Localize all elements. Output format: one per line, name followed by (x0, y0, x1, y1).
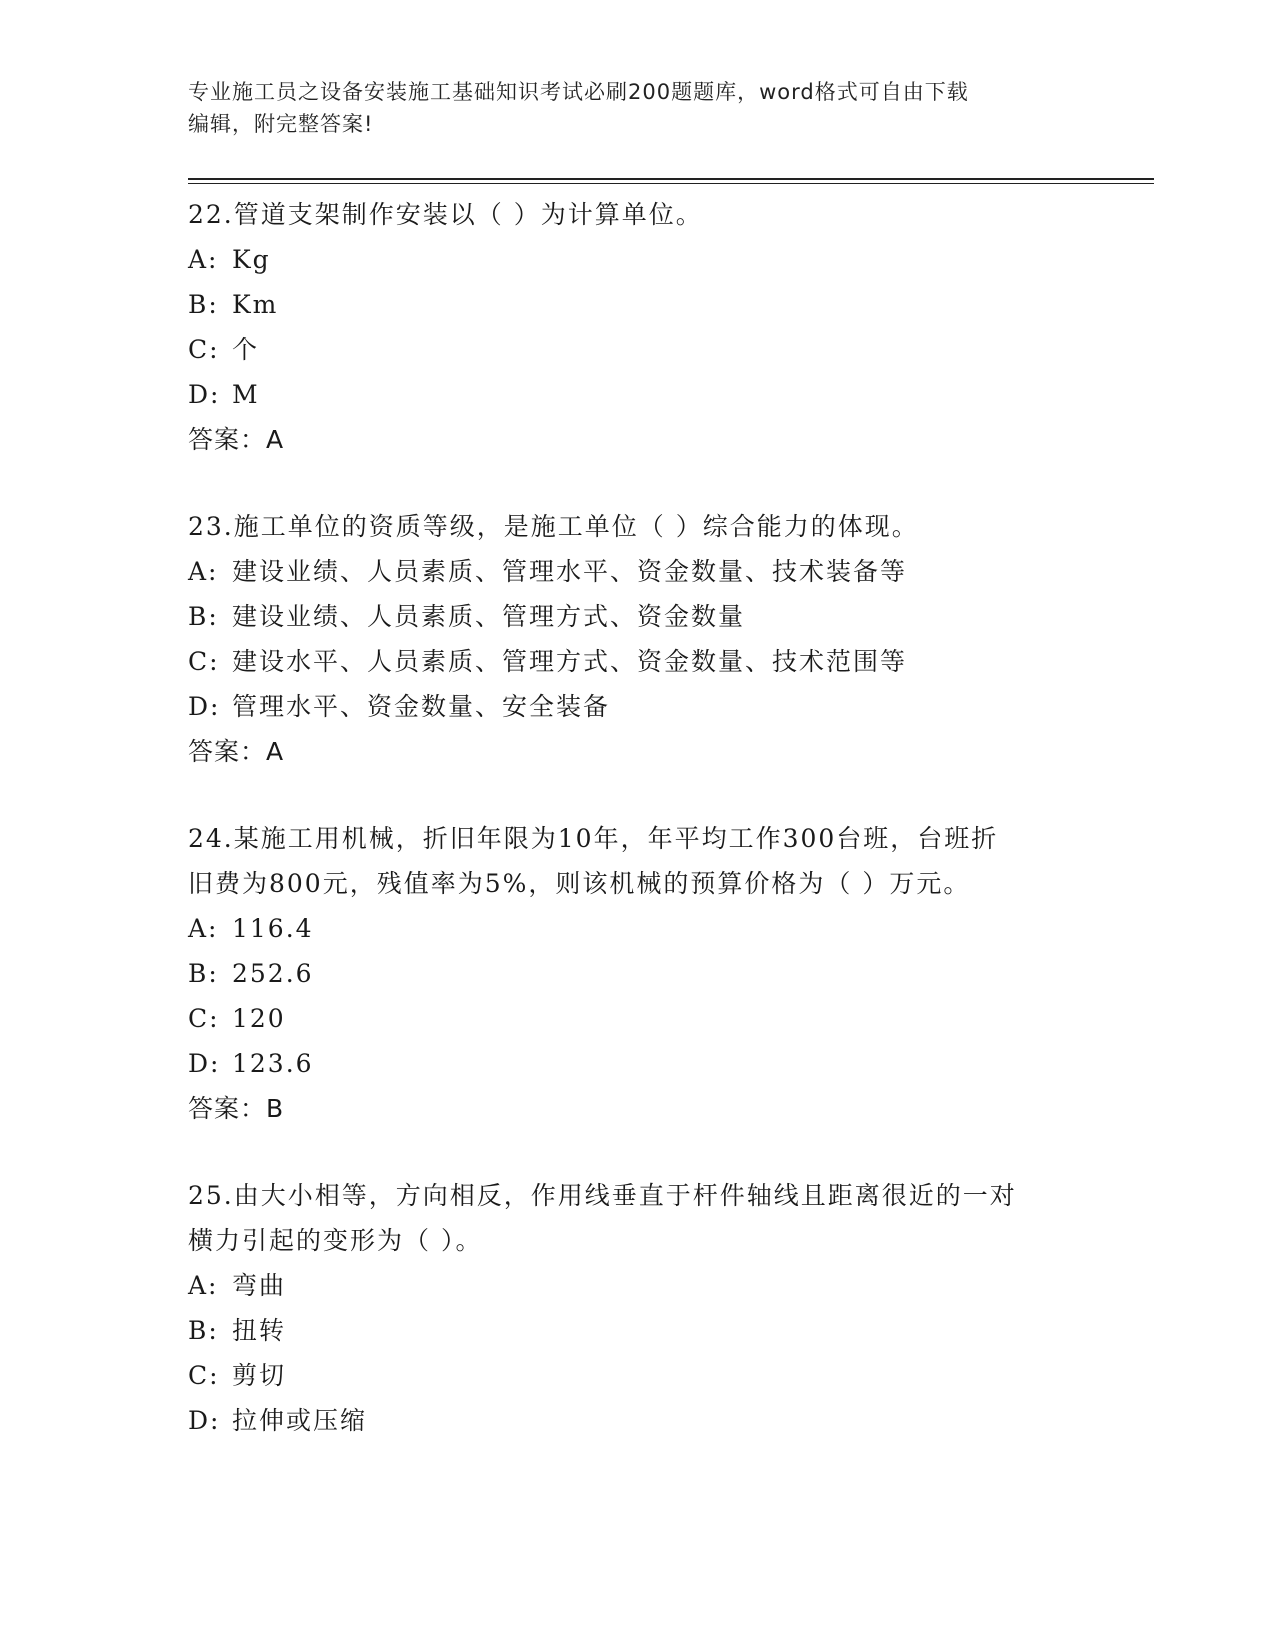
question-stem: 25.由大小相等，方向相反，作用线垂直于杆件轴线且距离很近的一对 (188, 1181, 1017, 1210)
option-key: C: (188, 647, 220, 676)
option-text: 116.4 (232, 914, 314, 943)
option-text: 剪切 (232, 1361, 287, 1390)
option-b (188, 1308, 1088, 1353)
option-key: C: (188, 335, 220, 364)
header-divider-thin (188, 183, 1154, 184)
option-a (188, 906, 1088, 951)
option-c (188, 639, 1088, 684)
option-key: B: (188, 959, 219, 988)
option-key: D: (188, 1049, 221, 1078)
option-a (188, 237, 1088, 282)
option-text: 252.6 (232, 959, 314, 988)
option-key: D: (188, 1406, 221, 1435)
question-stem-continued: 旧费为800元，残值率为5%，则该机械的预算价格为（ ）万元。 (188, 869, 971, 898)
option-key: B: (188, 602, 219, 631)
answer-label: 答案：B (188, 1094, 285, 1123)
question-stem: 23.施工单位的资质等级，是施工单位（ ）综合能力的体现。 (188, 512, 919, 541)
option-key: C: (188, 1004, 220, 1033)
header-divider-thick (188, 178, 1154, 180)
option-key: C: (188, 1361, 220, 1390)
header-title-line-1: 专业施工员之设备安装施工基础知识考试必刷200题题库，word格式可自由下载 (188, 80, 969, 104)
option-b (188, 951, 1088, 996)
question-24 (188, 816, 1088, 1131)
question-23 (188, 504, 1088, 774)
option-a (188, 1263, 1088, 1308)
question-stem: 24.某施工用机械，折旧年限为10年，年平均工作300台班，台班折 (188, 824, 999, 853)
option-d (188, 1041, 1088, 1086)
header-title-line-2: 编辑，附完整答案! (188, 112, 374, 136)
option-text: M (232, 380, 260, 409)
option-c (188, 1353, 1088, 1398)
option-text: Kg (232, 245, 271, 274)
option-b (188, 282, 1088, 327)
option-key: A: (188, 557, 219, 586)
option-text: 123.6 (232, 1049, 314, 1078)
option-text: 弯曲 (232, 1271, 287, 1300)
question-stem: 22.管道支架制作安装以（ ）为计算单位。 (188, 200, 703, 229)
question-stem-continued: 横力引起的变形为（ ）。 (188, 1226, 483, 1255)
option-text: 扭转 (232, 1316, 287, 1345)
option-key: B: (188, 1316, 219, 1345)
option-text: 建设业绩、人员素质、管理方式、资金数量 (232, 602, 746, 631)
question-25 (188, 1173, 1088, 1443)
document-header (188, 76, 1088, 140)
option-text: 个 (232, 335, 260, 364)
answer-label: 答案：A (188, 425, 285, 454)
option-text: 建设业绩、人员素质、管理水平、资金数量、技术装备等 (232, 557, 908, 586)
option-b (188, 594, 1088, 639)
option-c (188, 996, 1088, 1041)
option-key: B: (188, 290, 219, 319)
option-key: A: (188, 914, 219, 943)
option-d (188, 684, 1088, 729)
option-key: A: (188, 245, 219, 274)
option-text: 拉伸或压缩 (232, 1406, 368, 1435)
option-d (188, 372, 1088, 417)
option-text: 管理水平、资金数量、安全装备 (232, 692, 611, 721)
option-text: Km (232, 290, 279, 319)
option-key: D: (188, 380, 221, 409)
option-a (188, 549, 1088, 594)
answer-label: 答案：A (188, 737, 285, 766)
option-c (188, 327, 1088, 372)
question-list (188, 192, 1088, 1485)
option-key: A: (188, 1271, 219, 1300)
question-22 (188, 192, 1088, 462)
option-text: 120 (232, 1004, 286, 1033)
option-text: 建设水平、人员素质、管理方式、资金数量、技术范围等 (232, 647, 908, 676)
option-key: D: (188, 692, 221, 721)
option-d (188, 1398, 1088, 1443)
